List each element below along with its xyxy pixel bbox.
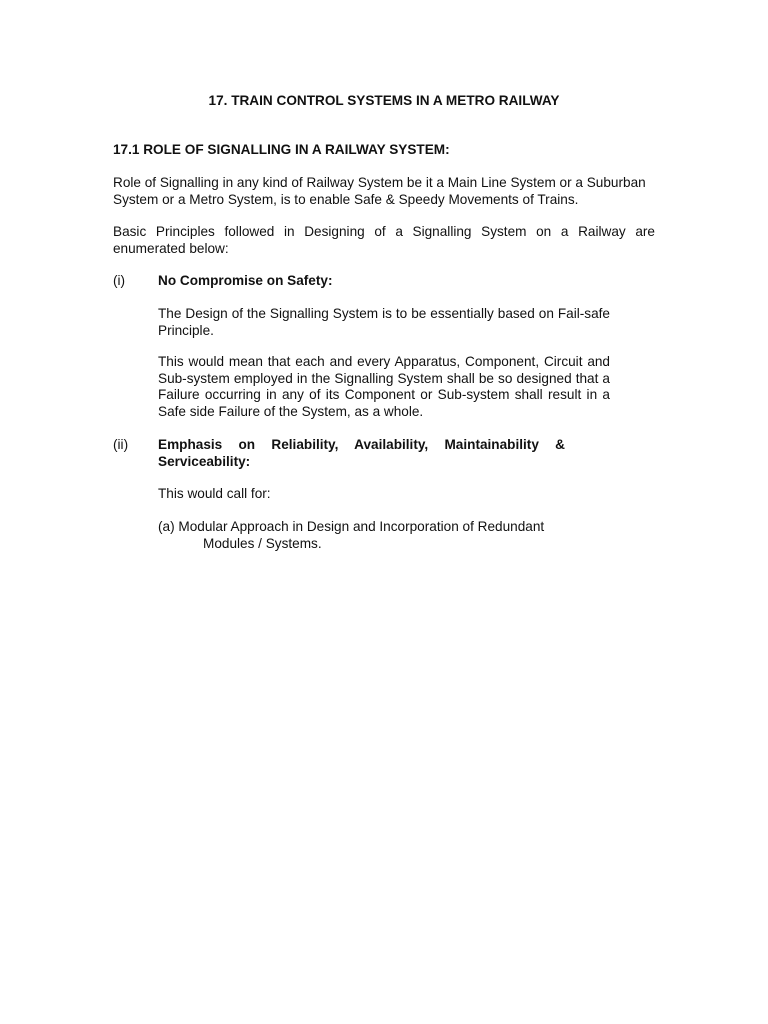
item-heading-reliability-line-2: Serviceability: <box>158 453 251 469</box>
item-heading-reliability <box>158 437 565 470</box>
item-ii-paragraph-1: This would call for: <box>158 486 271 501</box>
section-heading: 17.1 ROLE OF SIGNALLING IN A RAILWAY SYSTEM: <box>113 142 450 157</box>
item-number-ii: (ii) <box>113 437 129 452</box>
item-i-paragraph-2: This would mean that each and every Apparatus, Component, Circuit and Sub-system employed in the Signalling System shall be so designed that a Failure occurring in any of its Component or Sub-system shall result in a Safe side Failure of the System, as a whole. <box>158 354 610 419</box>
item-heading-safety: No Compromise on Safety: <box>158 273 333 288</box>
item-number-i: (i) <box>113 273 126 288</box>
sub-item-a-line-1: (a) Modular Approach in Design and Incorporation of Redundant <box>158 519 545 534</box>
item-heading-reliability-line-1: Emphasis on Reliability, Availability, Maintainability & <box>158 437 565 452</box>
sub-item-a-line-2: Modules / Systems. <box>203 535 322 551</box>
intro-paragraph: Role of Signalling in any kind of Railway System be it a Main Line System or a Suburban System or a Metro System, is to enable Safe & Speedy Movements of Trains. <box>113 175 646 207</box>
sub-item-a <box>158 519 578 552</box>
item-i-paragraph-1: The Design of the Signalling System is to be essentially based on Fail-safe Principle. <box>158 306 610 338</box>
document-title: 17. TRAIN CONTROL SYSTEMS IN A METRO RAILWAY <box>208 93 560 108</box>
principles-paragraph: Basic Principles followed in Designing of a Signalling System on a Railway are enumerated below: <box>113 224 655 256</box>
